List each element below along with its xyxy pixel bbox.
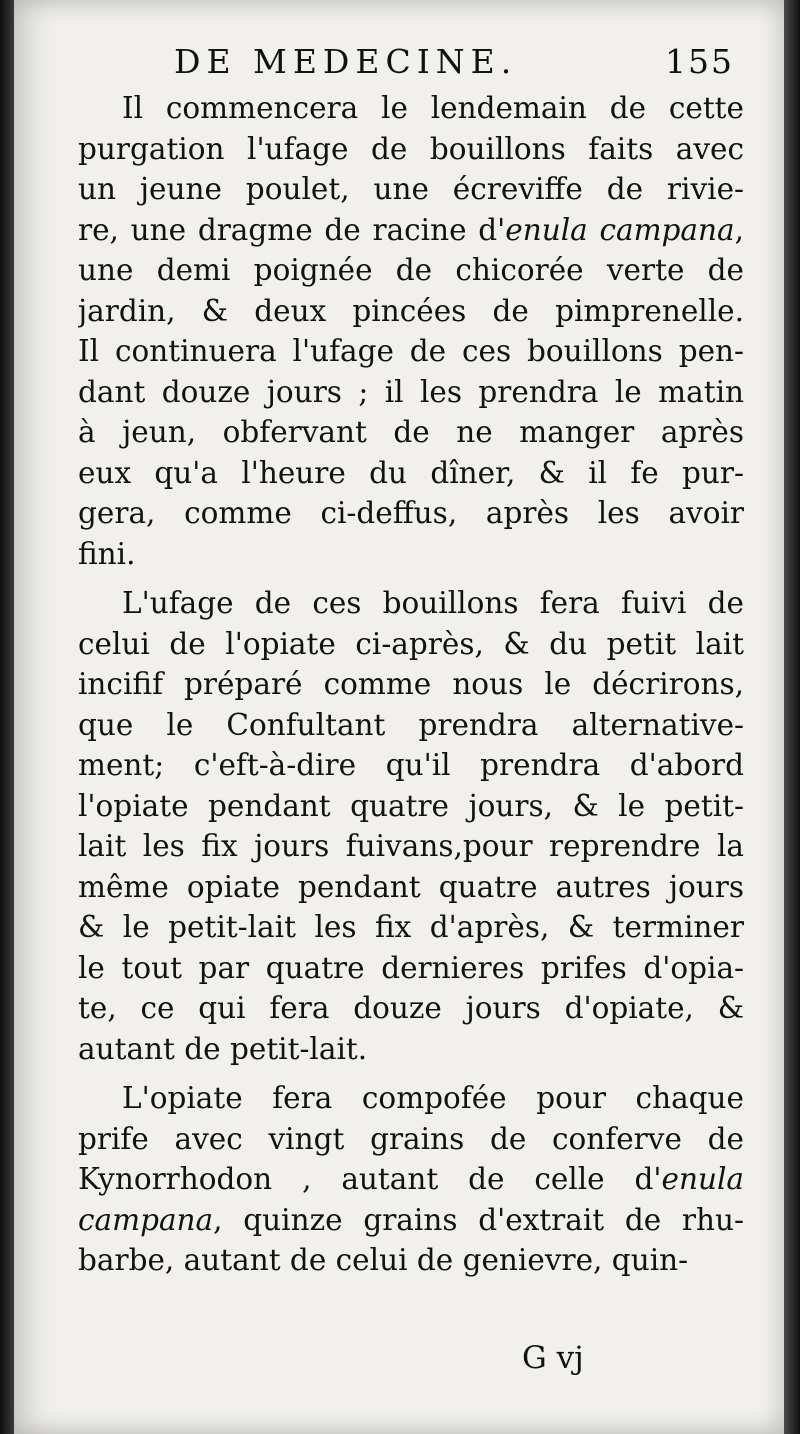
paragraph-gap bbox=[78, 574, 744, 583]
text-line: à jeun, obfervant de ne manger après bbox=[78, 415, 744, 449]
body-text bbox=[78, 88, 744, 1281]
text-segment: re, une dragme de racine d' bbox=[78, 212, 506, 247]
text-line: Il commencera le lendemain de cette bbox=[122, 91, 744, 125]
text-line: incifif préparé comme nous le décrirons, bbox=[78, 667, 744, 701]
signature-mark: G vj bbox=[522, 1340, 584, 1376]
text-line bbox=[78, 1159, 744, 1200]
italic-term: campana bbox=[78, 1202, 214, 1237]
running-head bbox=[174, 42, 734, 92]
text-segment: , quinze grains d'extrait de rhu- bbox=[213, 1202, 744, 1237]
text-line: l'opiate pendant quatre jours, & le petit- bbox=[78, 788, 744, 823]
text-line: L'ufage de ces bouillons fera fuivi de bbox=[122, 586, 744, 620]
text-line bbox=[78, 210, 744, 251]
text-line: lait les fix jours fuivans,pour reprendre la bbox=[78, 829, 744, 863]
text-line: te, ce qui fera douze jours d'opiate, & bbox=[78, 991, 744, 1025]
text-line: Il continuera l'ufage de ces bouillons pen- bbox=[78, 334, 744, 368]
text-segment: , bbox=[734, 212, 744, 247]
text-line: eux qu'a l'heure du dîner, & il fe pur- bbox=[78, 455, 744, 490]
text-line: une demi poignée de chicorée verte de bbox=[78, 253, 744, 287]
paragraph bbox=[78, 88, 744, 574]
text-line: L'opiate fera compofée pour chaque bbox=[122, 1081, 744, 1115]
paragraph-gap bbox=[78, 1069, 744, 1078]
paragraph bbox=[78, 583, 744, 1069]
text-line: jardin, & deux pincées de pimprenelle. bbox=[78, 293, 744, 328]
text-line: dant douze jours ; il les prendra le matin bbox=[78, 374, 744, 409]
text-line: & le petit-lait les fix d'après, & terminer bbox=[78, 910, 744, 944]
italic-term: enula bbox=[661, 1162, 744, 1196]
text-line: celui de l'opiate ci-après, & du petit lait bbox=[78, 626, 744, 661]
text-line: ment; c'eft-à-dire qu'il prendra d'abord bbox=[78, 748, 744, 782]
text-line: que le Confultant prendra alternative- bbox=[78, 707, 744, 742]
running-head-title: DE MEDECINE. bbox=[174, 42, 518, 81]
book-gutter-left bbox=[0, 0, 14, 1434]
text-line: prife avec vingt grains de conferve de bbox=[78, 1121, 744, 1156]
text-line: barbe, autant de celui de genievre, quin- bbox=[78, 1243, 689, 1277]
text-line: gera, comme ci-deffus, après les avoir bbox=[78, 496, 744, 530]
text-line: le tout par quatre dernieres prifes d'opia- bbox=[78, 950, 744, 985]
text-line bbox=[78, 1200, 744, 1241]
text-line: purgation l'ufage de bouillons faits avec bbox=[78, 131, 744, 166]
text-line: autant de petit-lait. bbox=[78, 1031, 368, 1066]
text-line: un jeune poulet, une écreviffe de rivie- bbox=[78, 172, 744, 206]
italic-term: enula campana bbox=[505, 212, 735, 247]
text-line: fini. bbox=[78, 536, 136, 571]
page-number: 155 bbox=[665, 42, 734, 81]
text-segment: Kynorrhodon , autant de celle d' bbox=[78, 1162, 662, 1196]
book-gutter-right bbox=[784, 0, 800, 1434]
book-page bbox=[14, 0, 784, 1434]
paragraph bbox=[78, 1078, 744, 1281]
text-line: même opiate pendant quatre autres jours bbox=[78, 869, 744, 904]
